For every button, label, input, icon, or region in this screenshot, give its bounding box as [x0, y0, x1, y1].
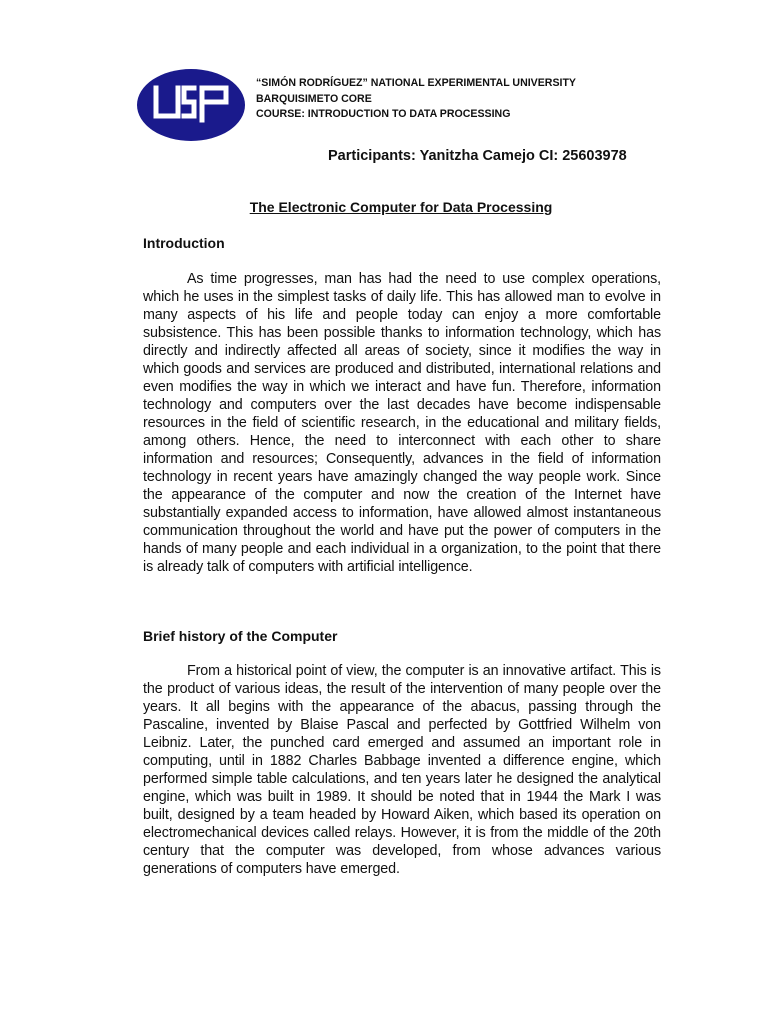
history-paragraph: From a historical point of view, the computer is an innovative artifact. This is the product of various ideas, the result of the intervention of many people over the years. It all begins with the appearance of the abacus, passing through the Pascaline, invented by Blaise Pascal and perfected by Gottfried Wilhelm von Leibniz. Later, the punched card emerged and assumed an important role in computing, until in 1882 Charles Babbage invented a difference engine, which performed simple table calculations, and ten years later he designed the analytical engine, which was built in 1989. It should be noted that in 1944 the Mark I was built, designed by a team headed by Howard Aiken, which based its operation on electromechanical devices called relays. However, it is from the middle of the 20th century that the computer was developed, from whose advances various generations of computers have emerged.	[143, 663, 661, 877]
section-heading-history: Brief history of the Computer	[143, 628, 338, 644]
document-title: The Electronic Computer for Data Processing	[249, 199, 553, 215]
section-heading-introduction: Introduction	[143, 235, 225, 251]
introduction-paragraph: As time progresses, man has had the need to use complex operations, which he uses in the simplest tasks of daily life. This has allowed man to evolve in many aspects of his life and people today can enjoy a more comfortable subsistence. This has been possible thanks to information technology, which has directly and indirectly affected all areas of society, since it modifies the way in which goods and services are produced and distributed, international relations and even modifies the way in which we interact and have fun. Therefore, information technology and computers over the last decades have become indispensable resources in the field of scientific research, in the educational and military fields, among others. Hence, the need to interconnect with each other to share information and resources; Consequently, advances in the field of information technology in recent years have amazingly changed the way people work. Since the appearance of the computer and now the creation of the Internet have substantially expanded access to information, have allowed almost instantaneous communication throughout the world and have put the power of computers in the hands of many people and each individual in a organization, to the point that there is already talk of computers with artificial intelligence.	[143, 271, 661, 575]
institution-name: “SIMÓN RODRÍGUEZ” NATIONAL EXPERIMENTAL UNIVERSITY	[256, 77, 576, 89]
participants-line: Participants: Yanitzha Camejo CI: 25603978	[328, 148, 627, 164]
header-block	[256, 76, 576, 123]
university-logo	[136, 68, 246, 142]
campus-name: BARQUISIMETO CORE	[256, 92, 372, 105]
course-name: COURSE: INTRODUCTION TO DATA PROCESSING	[256, 108, 511, 120]
